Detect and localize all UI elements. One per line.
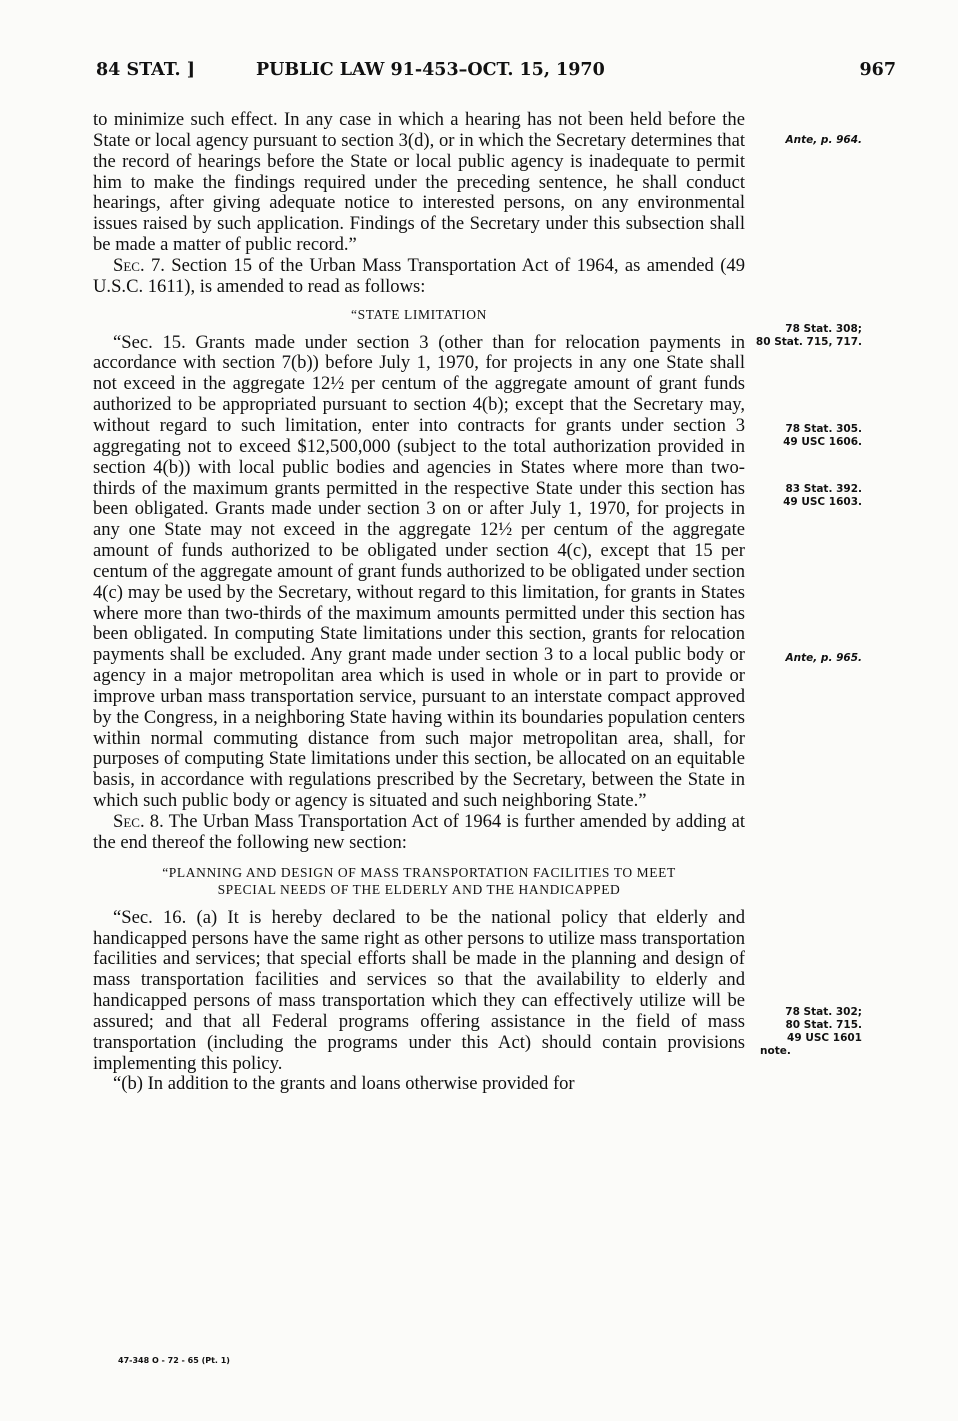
running-title: PUBLIC LAW 91-453–OCT. 15, 1970 [256, 60, 605, 80]
section-15: “Sec. 15. Grants made under section 3 (other than for relocation payments in accordance with section 7(b)) before July 1, 1970, for projects in any one State shall not exceed in the aggregate 12½ per centum of the aggregate amount of grant funds authorized to be appropriated pursuant to section 4(b); except that the Secretary may, without regard to such limitation, enter into contracts for grants under section 3 aggregating not to exceed $12,500,000 (subject to the total authorization provided in section 4(b)) with local public bodies and agencies in States where more than two-thirds of the maximum grants permitted in the respective State under this section has been obligated. Grants made under section 3 on or after July 1, 1970, for projects in any one State may not exceed in the aggregate 12½ per centum of the aggregate amount of funds authorized to be obligated under section 4(c), except that 15 per centum of the aggregate amount of grant funds authorized to be obligated under section 4(c) may be used by the Secretary, without regard to this limitation, for grants in States where more than two-thirds of the maximum amounts permitted under this section has been obligated. In computing State limitations under this section, grants for relocation payments shall be excluded. Any grant made under section 3 to a local public body or agency in a major metropolitan area which is used in whole or in part to provide or improve urban mass transportation service, pursuant to an interstate compact approved by the Congress, in a neighboring State having within its boundaries population centers within normal commuting distance from such major metropolitan area, shall, for purposes of computing State limitations under this section, be allocated on an equitable basis, in accordance with regulations prescribed by the Secretary, between the State in which such public body or agency is situated and such neighboring State.” [93, 331, 745, 812]
statute-volume: 84 STAT. ] [96, 60, 196, 80]
margin-note-2-line-1: 78 Stat. 308; [785, 323, 862, 335]
margin-note-6 [722, 1006, 862, 1058]
heading-state-limitation: “STATE LIMITATION [351, 306, 487, 322]
section-7 [93, 256, 745, 298]
margin-note-4-line-1: 83 Stat. 392. [785, 483, 862, 495]
margin-note-3-line-2: 49 USC 1606. [783, 436, 862, 448]
margin-note-6-line-3: 49 USC 1601 [787, 1032, 862, 1044]
section-8-label: Sec. 8. [113, 811, 164, 832]
section-7-label: Sec. 7. [113, 254, 165, 276]
heading-planning-line-2: SPECIAL NEEDS OF THE ELDERLY AND THE HANDICAPPED [217, 881, 621, 897]
margin-note-2-line-2: 80 Stat. 715, 717. [755, 336, 862, 348]
printing-footer: 47-348 O - 72 - 65 (Pt. 1) [118, 1356, 230, 1365]
margin-note-6-line-1: 78 Stat. 302; [785, 1006, 862, 1018]
margin-note-5: Ante, p. 965. [785, 652, 862, 664]
margin-note-1: Ante, p. 964. [785, 134, 862, 146]
page-header [96, 60, 896, 90]
margin-note-4-line-2: 49 USC 1603. [783, 496, 862, 508]
heading-planning-design [93, 864, 745, 898]
section-16-b: “(b) In addition to the grants and loans otherwise provided for [113, 1073, 575, 1095]
paragraph-continuation: to minimize such effect. In any case in which a hearing has not been held before the State or local agency pursuant to section 3(d), or in which the Secretary determines that the record of hearings before the State or local public agency is inadequate to permit him to make the findings required under the preceding sentence, he shall conduct hearings, after giving adequate notice to interested persons, on any environmental issues raised by such application. Findings of the Secretary under this subsection shall be made a matter of public record.” [93, 109, 745, 256]
margin-note-3-line-1: 78 Stat. 305. [785, 423, 862, 435]
section-8 [93, 812, 745, 854]
section-8-text: The Urban Mass Transportation Act of 1964 is further amended by adding at the end thereof the following new section: [93, 811, 745, 853]
margin-note-3 [722, 423, 862, 449]
section-7-text: Section 15 of the Urban Mass Transportation Act of 1964, as amended (49 U.S.C. 1611), is amended to read as follows: [93, 254, 745, 297]
heading-planning-line-1: “PLANNING AND DESIGN OF MASS TRANSPORTATION FACILITIES TO MEET [162, 864, 676, 880]
margin-note-4 [722, 483, 862, 509]
margin-note-6-line-2: 80 Stat. 715. [785, 1019, 862, 1031]
body-text [93, 110, 745, 1095]
margin-note-2 [722, 323, 862, 349]
page-number: 967 [859, 60, 896, 80]
section-16-a: “Sec. 16. (a) It is hereby declared to be the national policy that elderly and handicapped persons have the same right as other persons to utilize mass transportation facilities and services; that special efforts shall be made in the planning and design of mass transportation facilities and services so that the availability to elderly and handicapped persons of mass transportation which they can effectively utilize will be assured; and that all Federal programs offering assistance in the field of mass transportation (including the programs under this Act) should contain provisions implementing this policy. [93, 906, 745, 1074]
margin-note-6-line-4: note. [760, 1045, 791, 1057]
